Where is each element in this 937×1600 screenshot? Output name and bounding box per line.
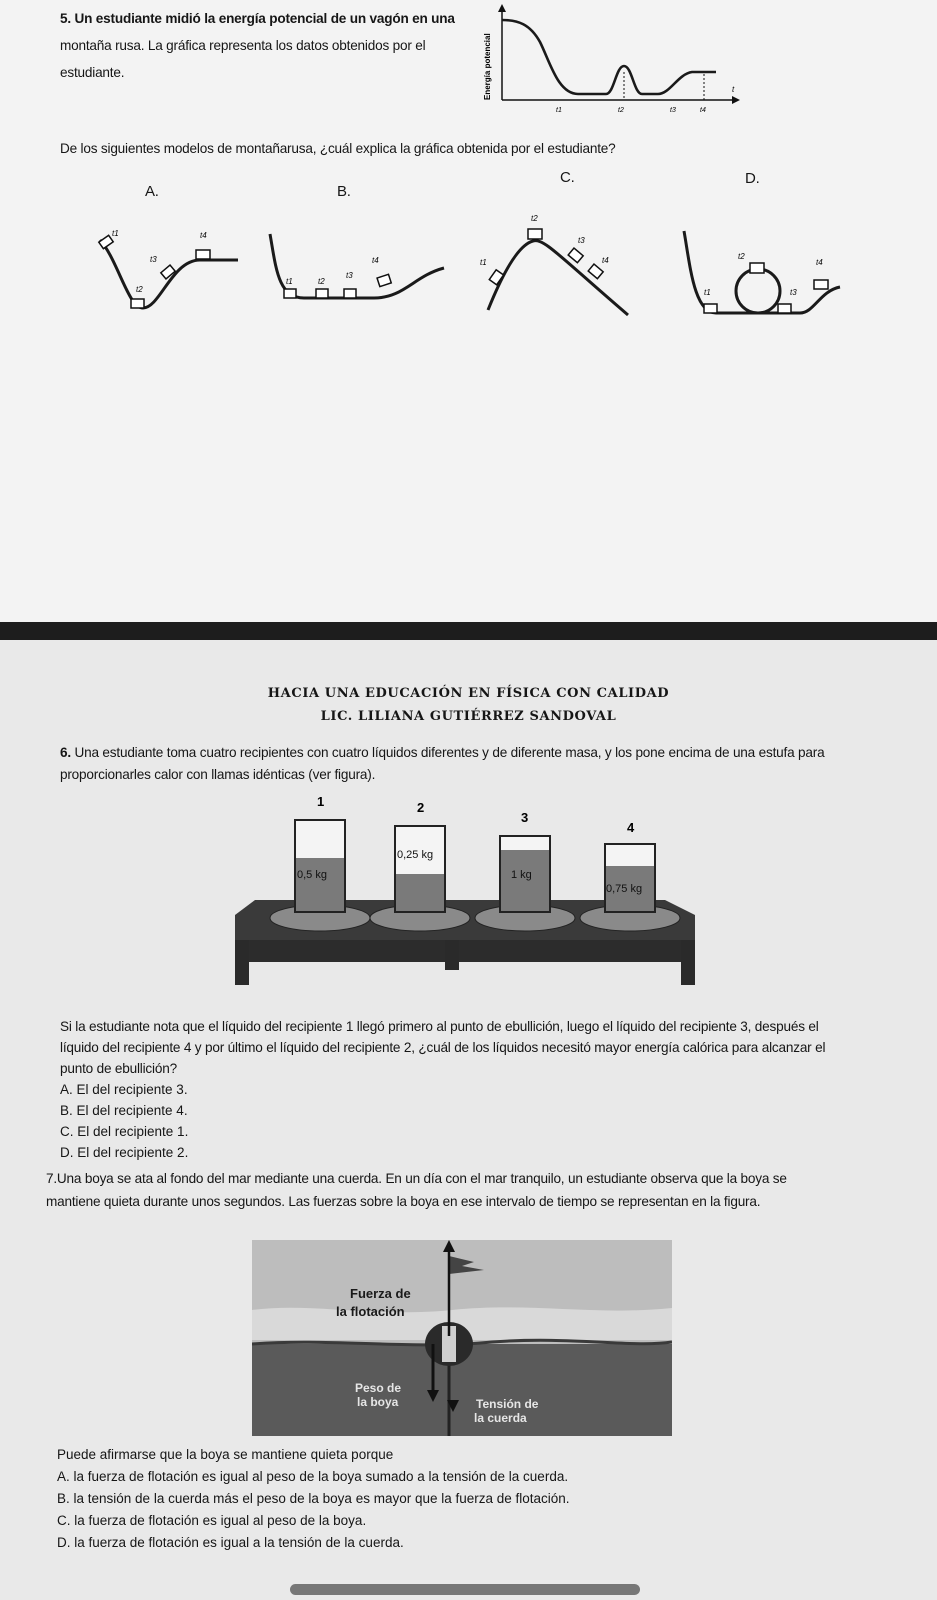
q5-line-2: montaña rusa. La gráfica representa los datos obtenidos por el <box>60 38 426 53</box>
page-question-5 <box>0 0 937 622</box>
option-label-b: B. <box>337 183 351 200</box>
q6-number: 6. <box>60 745 71 760</box>
graph-curve <box>502 20 716 94</box>
graph-tick-t4: t4 <box>700 107 706 114</box>
option-label-c: C. <box>560 169 575 186</box>
model-c-label-t3: t3 <box>578 236 585 245</box>
graph-y-arrow <box>498 4 506 12</box>
container-1-liquid <box>296 858 344 911</box>
model-c-label-t4: t4 <box>602 256 609 265</box>
q6-text-3: punto de ebullición? <box>60 1061 177 1076</box>
model-d-cart-t2 <box>750 263 764 273</box>
model-c-label-t2: t2 <box>531 214 538 223</box>
container-1-mass: 0,5 kg <box>297 869 327 881</box>
q6-option-b: B. El del recipiente 4. <box>60 1103 188 1118</box>
model-b-diagram <box>264 228 450 318</box>
model-b-label-t1: t1 <box>286 277 293 286</box>
q5-question: De los siguientes modelos de montañarusa, ¿cuál explica la gráfica obtenida por el estudiante? <box>60 141 616 156</box>
graph-tick-t1: t1 <box>556 107 562 114</box>
model-b-label-t3: t3 <box>346 271 353 280</box>
model-a-label-t3: t3 <box>150 255 157 264</box>
model-d-label-t4: t4 <box>816 258 823 267</box>
stove-front <box>235 940 695 962</box>
label-buoyancy-1: Fuerza de <box>350 1286 411 1301</box>
model-b-label-t2: t2 <box>318 277 325 286</box>
container-1-number: 1 <box>317 794 325 809</box>
q5-line-3: estudiante. <box>60 65 125 80</box>
q7-option-d: D. la fuerza de flotación es igual a la tensión de la cuerda. <box>57 1535 404 1550</box>
model-d-loop <box>736 269 780 313</box>
q6-line-2: proporcionarles calor con llamas idénticas (ver figura). <box>60 767 376 782</box>
model-d-label-t3: t3 <box>790 288 797 297</box>
q7-option-a: A. la fuerza de flotación es igual al peso de la boya sumado a la tensión de la cuerda. <box>57 1469 569 1484</box>
model-b-cart-t3 <box>344 289 356 298</box>
stove-leg-right <box>681 940 695 985</box>
model-a-cart-t2 <box>131 299 144 308</box>
buoy-figure <box>252 1240 672 1436</box>
model-b-label-t4: t4 <box>372 256 379 265</box>
q7-option-c: C. la fuerza de flotación es igual al peso de la boya. <box>57 1513 367 1528</box>
header-author: LIC. LILIANA GUTIÉRREZ SANDOVAL <box>320 709 617 724</box>
option-label-a: A. <box>145 183 159 200</box>
model-a-label-t4: t4 <box>200 231 207 240</box>
q6-text-1: Si la estudiante nota que el líquido del recipiente 1 llegó primero al punto de ebullición, luego el líquido del recipiente 3, después el <box>60 1019 819 1034</box>
model-c-cart-t4 <box>588 264 603 279</box>
graph-x-arrow <box>732 96 740 104</box>
q6-option-a: A. El del recipiente 3. <box>60 1082 188 1097</box>
graph-y-label: Energía potencial <box>483 33 492 100</box>
header-title: HACIA UNA EDUCACIÓN EN FÍSICA CON CALIDAD <box>267 686 670 701</box>
label-buoyancy-2: la flotación <box>336 1304 405 1319</box>
q7-prompt: Puede afirmarse que la boya se mantiene quieta porque <box>57 1447 394 1462</box>
model-c-diagram <box>478 205 638 325</box>
container-3-mass: 1 kg <box>511 869 532 881</box>
q6-line-1-text: Una estudiante toma cuatro recipientes con cuatro líquidos diferentes y de diferente masa, y los pone encima de una estufa para <box>74 745 825 760</box>
graph-tick-t3: t3 <box>670 107 676 114</box>
model-a-label-t2: t2 <box>136 285 143 294</box>
model-a-cart-t4 <box>196 250 210 259</box>
q5-line-1: 5. Un estudiante midió la energía potencial de un vagón en una <box>60 11 455 26</box>
home-indicator-bar[interactable] <box>290 1584 640 1595</box>
graph-x-label: t <box>732 85 735 94</box>
q7-option-b: B. la tensión de la cuerda más el peso de la boya es mayor que la fuerza de flotación. <box>57 1491 570 1506</box>
potential-energy-graph <box>478 0 748 122</box>
model-a-label-t1: t1 <box>112 229 119 238</box>
model-c-cart-t2 <box>528 229 542 239</box>
q6-option-d: D. El del recipiente 2. <box>60 1145 189 1160</box>
model-b-cart-t4 <box>377 274 391 286</box>
container-2-liquid <box>396 874 444 911</box>
model-b-cart-t1 <box>284 289 296 298</box>
label-weight-1: Peso de <box>355 1381 402 1395</box>
graph-tick-t2: t2 <box>618 107 624 114</box>
model-d-diagram <box>680 225 850 325</box>
label-weight-2: la boya <box>357 1395 399 1409</box>
page-divider <box>0 622 937 640</box>
stove-leg-left <box>235 940 249 985</box>
model-d-cart-t4 <box>814 280 828 289</box>
q7-line-1: 7.Una boya se ata al fondo del mar mediante una cuerda. En un día con el mar tranquilo, un estudiante observa que la boya se <box>46 1171 787 1186</box>
model-b-cart-t2 <box>316 289 328 298</box>
model-d-cart-t1 <box>704 304 717 313</box>
q7-line-2: mantiene quieta durante unos segundos. Las fuerzas sobre la boya en ese intervalo de tiempo se representan en la figura. <box>46 1194 761 1209</box>
option-label-d: D. <box>745 170 760 187</box>
model-d-label-t1: t1 <box>704 288 711 297</box>
stove-leg-mid <box>445 940 459 970</box>
model-c-cart-t3 <box>568 248 583 263</box>
container-2-number: 2 <box>417 800 425 815</box>
model-c-track <box>488 241 628 315</box>
container-4-mass: 0,75 kg <box>606 883 643 895</box>
model-c-label-t1: t1 <box>480 258 487 267</box>
model-d-label-t2: t2 <box>738 252 745 261</box>
model-a-diagram <box>88 220 248 320</box>
label-tension-1: Tensión de <box>476 1397 539 1411</box>
q6-text-2: líquido del recipiente 4 y por último el líquido del recipiente 2, ¿cuál de los líquidos necesitó mayor energía calórica para alcanzar el <box>60 1040 826 1055</box>
model-d-cart-t3 <box>778 304 791 313</box>
container-3-number: 3 <box>521 810 529 825</box>
container-4-number: 4 <box>627 820 635 835</box>
container-2-mass: 0,25 kg <box>397 849 434 861</box>
label-tension-2: la cuerda <box>474 1411 527 1425</box>
q6-line-1 <box>60 742 824 763</box>
q6-option-c: C. El del recipiente 1. <box>60 1124 189 1139</box>
stove-figure <box>225 790 705 990</box>
